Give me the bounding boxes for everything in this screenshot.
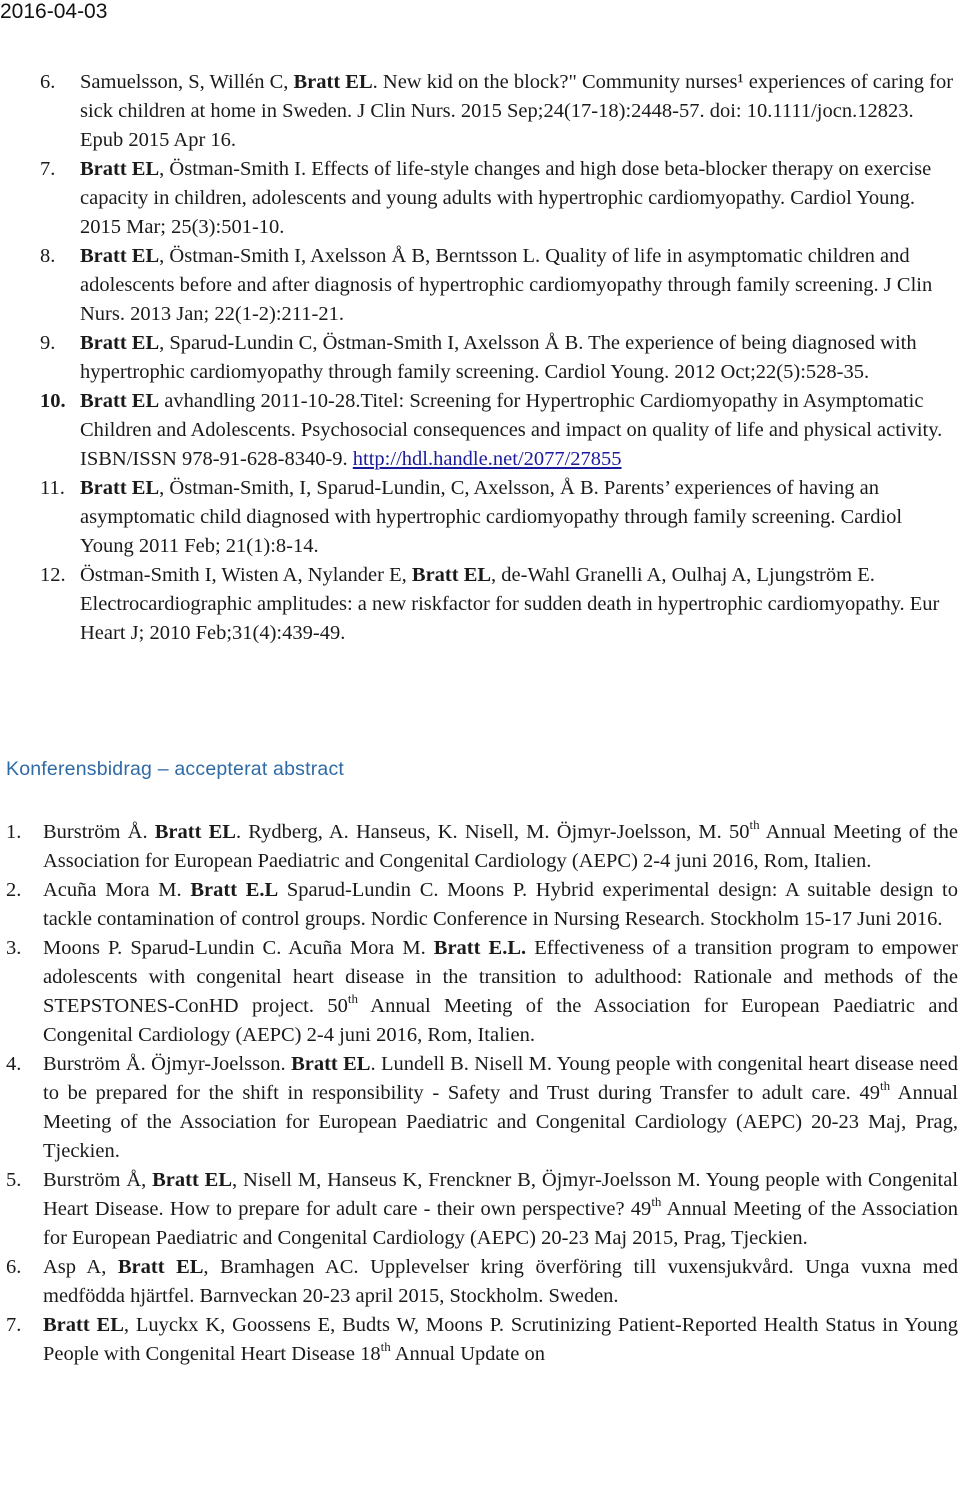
conference-item: [6, 1166, 958, 1253]
reference-fragment: Acuña Mora M.: [43, 879, 191, 901]
reference-fragment: Moons P. Sparud-Lundin C. Acuña Mora M.: [43, 937, 434, 959]
author-highlight: Bratt EL: [154, 821, 236, 843]
reference-fragment: Annual Meeting of the Association for European Paediatric and Congenital Cardiology (AEPC) 20-23 Maj 2015, Prag, Tjeckien.: [43, 1198, 959, 1249]
reference-fragment: , Luyckx K, Goossens E, Budts W, Moons P. Scrutinizing Patient-Reported Health Status in Young People with Congenital Heart Disease 18: [43, 1314, 958, 1365]
author-highlight: Bratt EL: [293, 71, 373, 93]
list-number: 12.: [40, 564, 66, 586]
conference-item: [6, 1311, 958, 1369]
reference-fragment: Burström Å. Öjmyr-Joelsson.: [43, 1053, 292, 1075]
conference-list: [6, 818, 958, 1369]
list-number: 5.: [6, 1169, 22, 1191]
reference-fragment: . Lundell B. Nisell M. Young people with congenital heart disease need to be prepared for the shift in responsibility - Safety and Trust during Transfer to adult care. 49: [43, 1053, 958, 1104]
list-number: 9.: [40, 332, 56, 354]
reference-fragment: Annual Update on: [390, 1343, 546, 1365]
reference-text: [80, 329, 956, 387]
reference-fragment: , Östman-Smith, I, Sparud-Lundin, C, Axelsson, Å B. Parents’ experiences of having an asymptomatic child diagnosed with hypertrophic cardiomyopathy through family screening. Cardiol Young 2011 Feb; 21(1):8-14.: [80, 477, 903, 557]
reference-fragment: , Nisell M, Hanseus K, Frenckner B, Öjmyr-Joelsson M. Young people with Congenital Heart Disease. How to prepare for adult care - their own perspective? 49: [43, 1169, 959, 1220]
publication-item: [40, 387, 956, 474]
reference-fragment: , Östman-Smith I, Axelsson Å B, Berntsson L. Quality of life in asymptomatic children and adolescents before and after diagnosis of hypertrophic cardiomyopathy through family screening. J Clin Nurs. 2013 Jan; 22(1-2):211-21.: [80, 245, 933, 325]
author-highlight: Bratt EL: [291, 1053, 371, 1075]
author-highlight: Bratt EL: [80, 332, 160, 354]
reference-fragment: , Östman-Smith I. Effects of life-style changes and high dose beta-blocker therapy on exercise capacity in children, adolescents and young adults with hypertrophic cardiomyopathy. Cardiol Young. 2015 Mar; 25(3):501-10.: [80, 158, 932, 238]
ordinal-suffix: th: [380, 1339, 391, 1355]
list-number: 7.: [40, 158, 56, 180]
author-highlight: Bratt EL: [411, 564, 492, 586]
handle-link[interactable]: http://hdl.handle.net/2077/27855: [352, 448, 622, 470]
reference-text: [80, 387, 956, 474]
reference-text: [80, 155, 956, 242]
reference-fragment: Burström Å,: [43, 1169, 153, 1191]
author-highlight: Bratt EL: [80, 390, 160, 412]
reference-fragment: , de-Wahl Granelli A, Oulhaj A, Ljungström E. Electrocardiographic amplitudes: a new riskfactor for sudden death in hypertrophic cardiomyopathy. Eur Heart J; 2010 Feb;31(4):439-49.: [80, 564, 940, 644]
publication-list: [40, 68, 956, 648]
reference-text: [80, 68, 956, 155]
list-number: 8.: [40, 245, 56, 267]
conference-item: [6, 1253, 958, 1311]
author-highlight: Bratt EL: [80, 158, 160, 180]
conference-item: [6, 1050, 958, 1166]
list-number: 3.: [6, 937, 22, 959]
list-number: 10.: [40, 390, 66, 412]
list-number: 6.: [6, 1256, 22, 1278]
reference-fragment: . New kid on the block?" Community nurses¹ experiences of caring for sick children at home in Sweden. J Clin Nurs. 2015 Sep;24(17-18):2448-57. doi: 10.1111/jocn.12823. Epub 2015 Apr 16.: [80, 71, 954, 151]
reference-text: [43, 876, 958, 934]
reference-text: [43, 1050, 958, 1166]
reference-fragment: Östman-Smith I, Wisten A, Nylander E,: [80, 564, 412, 586]
author-highlight: Bratt EL: [117, 1256, 204, 1278]
publication-item: [40, 242, 956, 329]
publication-item: [40, 329, 956, 387]
page-date: 2016-04-03: [0, 0, 108, 23]
reference-fragment: , Bramhagen AC. Upplevelser kring överföring till vuxensjukvård. Unga vuxna med medfödda hjärtfel. Barnveckan 20-23 april 2015, Stockholm. Sweden.: [43, 1256, 958, 1307]
list-number: 6.: [40, 71, 56, 93]
reference-text: [43, 1253, 958, 1311]
publication-item: [40, 68, 956, 155]
reference-fragment: , Sparud-Lundin C, Östman-Smith I, Axelsson Å B. The experience of being diagnosed with hypertrophic cardiomyopathy through family screening. Cardiol Young. 2012 Oct;22(5):528-35.: [80, 332, 917, 383]
ordinal-suffix: th: [347, 991, 359, 1007]
conference-item: [6, 876, 958, 934]
reference-fragment: . Rydberg, A. Hanseus, K. Nisell, M. Öjmyr-Joelsson, M. 50: [235, 821, 750, 843]
ordinal-suffix: th: [749, 817, 760, 833]
reference-fragment: Burström Å.: [43, 821, 155, 843]
author-highlight: Bratt EL: [80, 477, 160, 499]
list-number: 4.: [6, 1053, 22, 1075]
reference-text: [43, 1311, 958, 1369]
reference-fragment: Samuelsson, S, Willén C,: [80, 71, 294, 93]
reference-text: [43, 934, 958, 1050]
ordinal-suffix: th: [879, 1078, 891, 1094]
reference-fragment: avhandling 2011-10-28.Titel: Screening for Hypertrophic Cardiomyopathy in Asymptomatic Children and Adolescents. Psychosocial consequences and impact on quality of life and physical activity. ISBN/ISSN 978-91-628-8340-9.: [80, 390, 943, 470]
publication-item: [40, 155, 956, 242]
publication-item: [40, 561, 956, 648]
reference-fragment: Annual Meeting of the Association for European Paediatric and Congenital Cardiology (AEPC) 2-4 juni 2016, Rom, Italien.: [43, 995, 959, 1046]
reference-fragment: Annual Meeting of the Association for European Paediatric and Congenital Cardiology (AEPC) 2-4 juni 2016, Rom, Italien.: [43, 821, 958, 872]
publication-item: [40, 474, 956, 561]
conference-item: [6, 934, 958, 1050]
reference-text: [43, 818, 958, 876]
reference-fragment: Asp A,: [43, 1256, 118, 1278]
reference-fragment: Effectiveness of a transition program to empower adolescents with congenital heart disease in the transition to adulthood: Rationale and methods of the STEPSTONES-ConHD project. 50: [43, 937, 958, 1017]
conference-item: [6, 818, 958, 876]
section-heading: Konferensbidrag – accepterat abstract: [6, 758, 345, 780]
author-highlight: Bratt EL: [152, 1169, 233, 1191]
reference-text: [80, 561, 956, 648]
list-number: 11.: [40, 477, 65, 499]
reference-text: [80, 242, 956, 329]
reference-fragment: Sparud-Lundin C. Moons P. Hybrid experimental design: A suitable design to tackle contamination of control groups. Nordic Conference in Nursing Research. Stockholm 15-17 Juni 2016.: [43, 879, 958, 930]
list-number: 1.: [6, 821, 22, 843]
reference-text: [80, 474, 956, 561]
author-highlight: Bratt E.L.: [433, 937, 527, 959]
reference-text: [43, 1166, 958, 1253]
author-highlight: Bratt EL: [43, 1314, 124, 1336]
list-number: 7.: [6, 1314, 22, 1336]
ordinal-suffix: th: [651, 1194, 662, 1210]
reference-fragment: Annual Meeting of the Association for European Paediatric and Congenital Cardiology (AEPC) 20-23 Maj, Prag, Tjeckien.: [43, 1082, 959, 1162]
list-number: 2.: [6, 879, 22, 901]
author-highlight: Bratt E.L: [190, 879, 279, 901]
author-highlight: Bratt EL: [80, 245, 160, 267]
